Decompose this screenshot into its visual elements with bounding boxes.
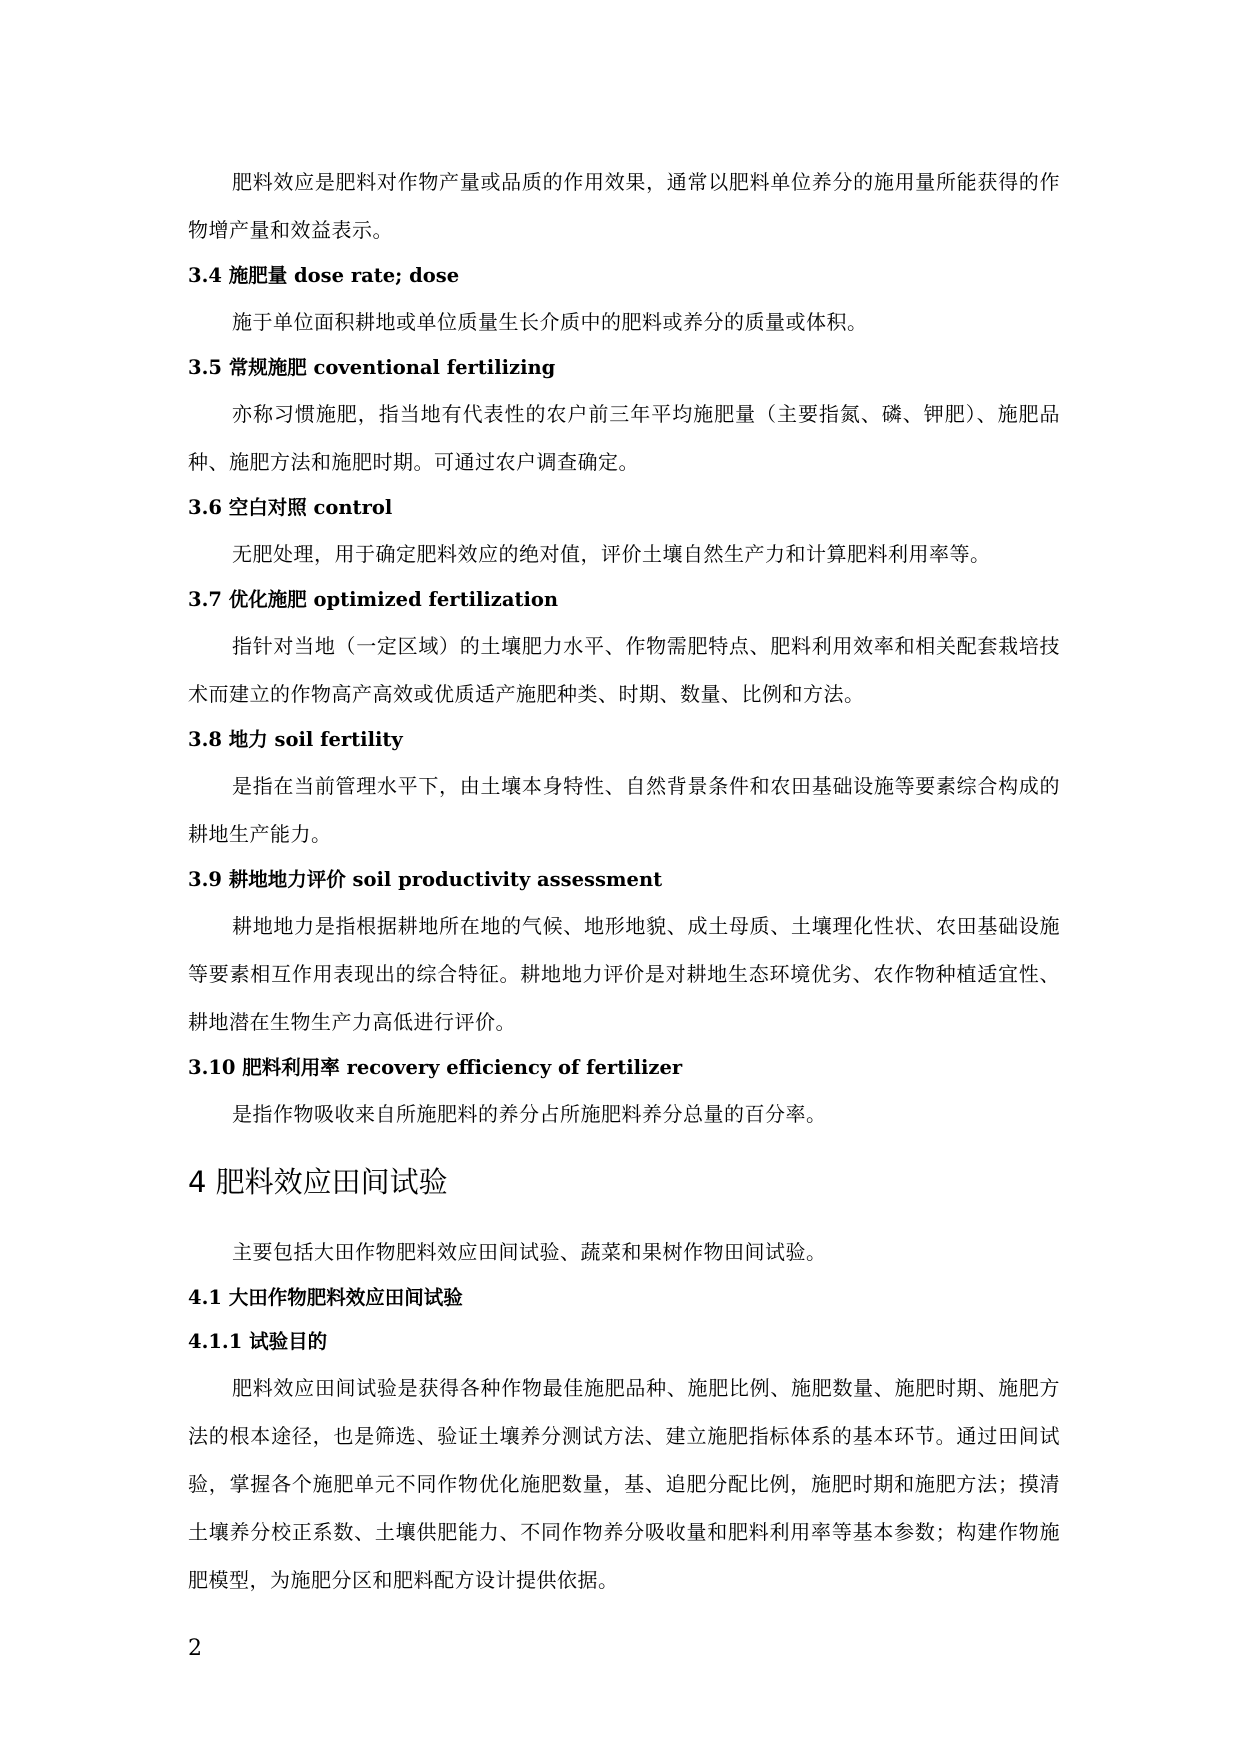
term-heading-3-5: 3.5 常规施肥 coventional fertilizing: [188, 356, 556, 379]
paragraph-section-4-intro: 主要包括大田作物肥料效应田间试验、蔬菜和果树作物田间试验。: [232, 1240, 827, 1264]
term-heading-3-6: 3.6 空白对照 control: [188, 496, 393, 519]
paragraph-productivity-assessment: 耕地地力是指根据耕地所在地的气候、地形地貌、成土母质、土壤理化性状、农田基础设施等要素相互作用表现出的综合特征。耕地地力评价是对耕地生态环境优劣、农作物种植适宜性、耕地潜在生物生产力高低进行评价。: [188, 914, 1060, 1034]
term-heading-3-4: 3.4 施肥量 dose rate; dose: [188, 264, 460, 287]
page-number: 2: [188, 1636, 202, 1661]
paragraph-control: 无肥处理，用于确定肥料效应的绝对值，评价土壤自然生产力和计算肥料利用率等。: [232, 542, 991, 566]
paragraph-recovery-efficiency: 是指作物吸收来自所施肥料的养分占所施肥料养分总量的百分率。: [232, 1102, 827, 1126]
term-heading-3-7: 3.7 优化施肥 optimized fertilization: [188, 588, 559, 611]
paragraph-conventional-fertilizing: 亦称习惯施肥，指当地有代表性的农户前三年平均施肥量（主要指氮、磷、钾肥）、施肥品种、施肥方法和施肥时期。可通过农户调查确定。: [188, 402, 1060, 474]
paragraph-soil-fertility: 是指在当前管理水平下，由土壤本身特性、自然背景条件和农田基础设施等要素综合构成的耕地生产能力。: [188, 774, 1060, 846]
paragraph-trial-purpose: 肥料效应田间试验是获得各种作物最佳施肥品种、施肥比例、施肥数量、施肥时期、施肥方法的根本途径，也是筛选、验证土壤养分测试方法、建立施肥指标体系的基本环节。通过田间试验，掌握各个施肥单元不同作物优化施肥数量，基、追肥分配比例，施肥时期和施肥方法；摸清土壤养分校正系数、土壤供肥能力、不同作物养分吸收量和肥料利用率等基本参数；构建作物施肥模型，为施肥分区和肥料配方设计提供依据。: [188, 1376, 1060, 1592]
paragraph-dose-rate: 施于单位面积耕地或单位质量生长介质中的肥料或养分的质量或体积。: [232, 310, 868, 334]
subsection-heading-4-1-1: 4.1.1 试验目的: [188, 1330, 328, 1353]
subsection-heading-4-1: 4.1 大田作物肥料效应田间试验: [188, 1286, 463, 1309]
term-heading-3-10: 3.10 肥料利用率 recovery efficiency of fertilizer: [188, 1056, 683, 1079]
paragraph-fertilizer-effect: 肥料效应是肥料对作物产量或品质的作用效果，通常以肥料单位养分的施用量所能获得的作物增产量和效益表示。: [188, 170, 1060, 242]
section-heading-4: 4 肥料效应田间试验: [188, 1165, 448, 1199]
paragraph-optimized-fertilization: 指针对当地（一定区域）的土壤肥力水平、作物需肥特点、肥料利用效率和相关配套栽培技术而建立的作物高产高效或优质适产施肥种类、时期、数量、比例和方法。: [188, 634, 1060, 706]
document-body: [188, 158, 1060, 1604]
term-heading-3-8: 3.8 地力 soil fertility: [188, 728, 403, 751]
term-heading-3-9: 3.9 耕地地力评价 soil productivity assessment: [188, 868, 663, 891]
